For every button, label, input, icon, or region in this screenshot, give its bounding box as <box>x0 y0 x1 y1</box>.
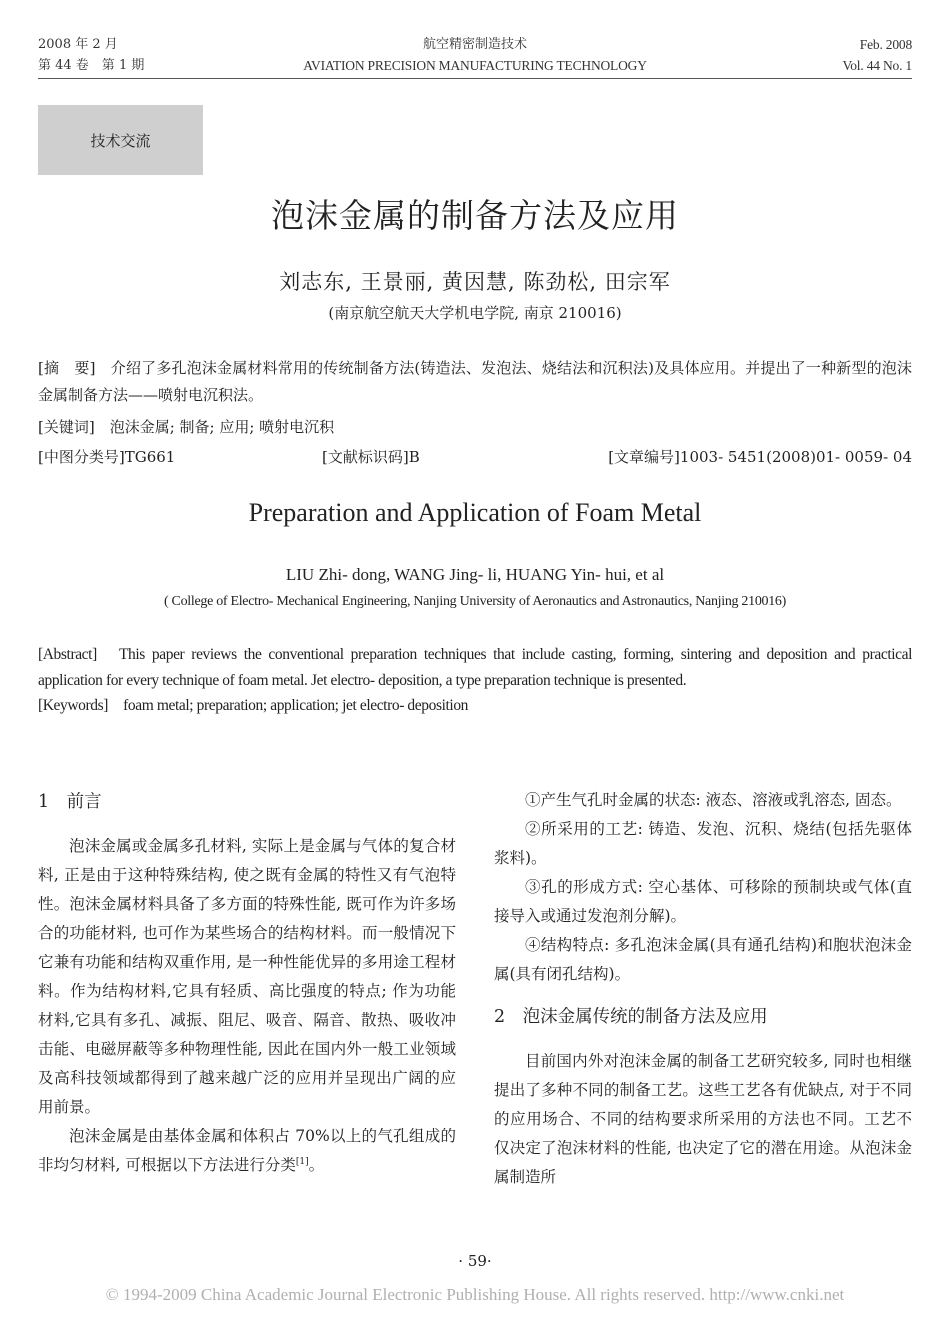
section-heading-2: 2 泡沫金属传统的制备方法及应用 <box>494 1007 768 1027</box>
header-divider <box>38 78 912 79</box>
paragraph: 目前国内外对泡沫金属的制备工艺研究较多, 同时也相继提出了多种不同的制备工艺。这些工艺各有优缺点, 对于不同的应用场合、不同的结构要求所采用的方法也不同。工艺不仅决定了泡沫材料的性能, 也决定了它的潜在用途。从泡沫金属制造所 <box>494 1052 912 1186</box>
paragraph-text: 泡沫金属是由基体金属和体积占 70%以上的气孔组成的非均匀材料, 可根据以下方法进行分类 <box>38 1127 456 1174</box>
spacer <box>494 989 912 1003</box>
list-item: ①产生气孔时金属的状态: 液态、溶液或乳溶态, 固态。 <box>525 791 902 809</box>
header-left <box>38 34 144 76</box>
keywords-en: [Keywords] foam metal; preparation; application; jet electro- deposition <box>38 697 469 714</box>
page-number: · 59· <box>458 1252 492 1270</box>
authors-en: LIU Zhi- dong, WANG Jing- li, HUANG Yin- hui, et al <box>285 565 665 584</box>
affiliation-cn: (南京航空航天大学机电学院, 南京 210016) <box>328 304 622 322</box>
header-center <box>200 34 750 76</box>
document-code: [文献标识码]B <box>322 448 420 466</box>
paragraph-end: 。 <box>308 1156 325 1174</box>
citation-ref[interactable]: [1] <box>295 1156 309 1167</box>
body-column-right <box>494 786 912 1192</box>
list-item: ③孔的形成方式: 空心基体、可移除的预制块或气体(直接导入或通过发泡剂分解)。 <box>494 878 912 925</box>
issue-volume-cn: 第 44 卷 第 1 期 <box>38 58 145 73</box>
journal-name-en: AVIATION PRECISION MANUFACTURING TECHNOLOGY <box>303 58 647 73</box>
article-title-cn: 泡沫金属的制备方法及应用 <box>271 196 679 235</box>
journal-name-cn: 航空精密制造技术 <box>422 37 527 52</box>
section-heading-1: 1 前言 <box>38 792 102 812</box>
copyright-footer: © 1994-2009 China Academic Journal Electronic Publishing House. All rights reserved. http://www.cnki.net <box>105 1285 845 1304</box>
article-id: [文章编号]1003- 5451(2008)01- 0059- 04 <box>608 448 912 466</box>
abstract-cn: [摘 要] 介绍了多孔泡沫金属材料常用的传统制备方法(铸造法、发泡法、烧结法和沉积法)及具体应用。并提出了一种新型的泡沫金属制备方法——喷射电沉积法。 <box>38 359 912 404</box>
affiliation-en: ( College of Electro- Mechanical Engineering, Nanjing University of Aeronautics and Astronautics, Nanjing 210016) <box>164 594 786 609</box>
keywords-cn: [关键词] 泡沫金属; 制备; 应用; 喷射电沉积 <box>38 418 335 436</box>
article-title-en: Preparation and Application of Foam Metal <box>248 498 702 527</box>
classification-number: [中图分类号]TG661 <box>38 448 176 466</box>
abstract-en: [Abstract] This paper reviews the conventional preparation techniques that include casting, forming, sintering and deposition and practical application for every technique of foam metal. Jet electro- deposition, a type preparation technique is presented. <box>38 646 912 689</box>
paragraph: 泡沫金属或金属多孔材料, 实际上是金属与气体的复合材料, 正是由于这种特殊结构, 使之既有金属的特性又有气泡特性。泡沫金属材料具备了多方面的特殊性能, 既可作为许多场合的功能材料, 也可作为某些场合的结构材料。而一般情况下它兼有功能和结构双重作用, 是一种性能优异的多用途工程材料。作为结构材料,它具有轻质、高比强度的特点; 作为功能材料,它具有多孔、减振、阻尼、吸音、隔音、散热、吸收冲击能、电磁屏蔽等多种物理性能, 因此在国内外一般工业领域及高科技领域都得到了越来越广泛的应用并呈现出广阔的应用前景。 <box>38 837 456 1116</box>
issue-date-en: Feb. 2008 <box>859 37 912 52</box>
paragraph <box>38 1122 456 1180</box>
section-tag: 技术交流 <box>38 105 203 175</box>
body-column-left <box>38 788 456 1180</box>
authors-cn: 刘志东, 王景丽, 黄因慧, 陈劲松, 田宗军 <box>279 270 671 294</box>
issue-volume-en: Vol. 44 No. 1 <box>842 58 912 73</box>
issue-date-cn: 2008 年 2 月 <box>38 37 118 52</box>
list-item: ④结构特点: 多孔泡沫金属(具有通孔结构)和胞状泡沫金属(具有闭孔结构)。 <box>494 936 912 983</box>
list-item: ②所采用的工艺: 铸造、发泡、沉积、烧结(包括先驱体浆料)。 <box>494 820 912 867</box>
header-right <box>842 34 912 76</box>
